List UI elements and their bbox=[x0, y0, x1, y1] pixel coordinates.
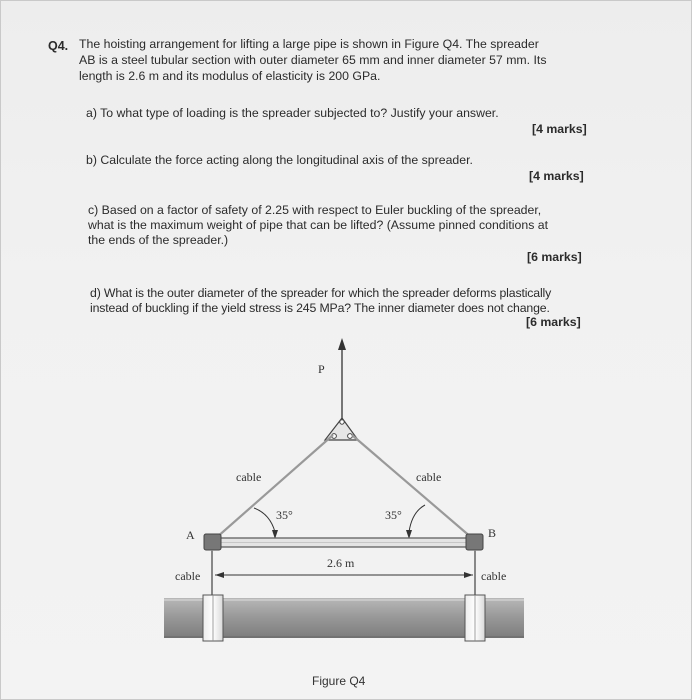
part-c-marks: [6 marks] bbox=[527, 250, 582, 264]
clamp-right bbox=[465, 595, 485, 641]
part-d-text: d) What is the outer diameter of the spreader for which the spreader deforms plastically instead of buckling if the yield stress is 245 MPa? The inner diameter does not change. bbox=[90, 286, 552, 315]
part-b-marks: [4 marks] bbox=[529, 169, 584, 183]
part-b-text: b) Calculate the force acting along the longitudinal axis of the spreader. bbox=[86, 153, 473, 167]
load-arrow-p bbox=[338, 338, 346, 420]
label-a: A bbox=[186, 528, 195, 542]
question-number: Q4. bbox=[48, 39, 69, 53]
label-length: 2.6 m bbox=[327, 556, 355, 570]
part-c-text: c) Based on a factor of safety of 2.25 with respect to Euler buckling of the spreader, what is the maximum weight of pipe that can be lifted? (Assume pinned conditions at the ends of the spreader.) bbox=[88, 203, 549, 247]
angle-mark-left bbox=[254, 508, 278, 539]
intro-line: length is 2.6 m and its modulus of elasticity is 200 GPa. bbox=[79, 69, 381, 83]
end-block-b bbox=[466, 534, 483, 550]
figure-caption: Figure Q4 bbox=[312, 674, 366, 688]
clamp-left bbox=[203, 595, 223, 641]
part-a-text: a) To what type of loading is the spreader subjected to? Justify your answer. bbox=[86, 106, 499, 120]
dimension-line bbox=[215, 572, 473, 578]
label-p: P bbox=[318, 362, 325, 376]
upper-cable-left bbox=[216, 435, 333, 538]
spreader-ab bbox=[220, 538, 468, 547]
label-angle-right: 35° bbox=[385, 508, 402, 522]
end-block-a bbox=[204, 534, 221, 550]
part-a-marks: [4 marks] bbox=[532, 122, 587, 136]
upper-cable-right bbox=[352, 435, 472, 538]
angle-mark-right bbox=[406, 505, 425, 539]
intro-line: AB is a steel tubular section with outer diameter 65 mm and inner diameter 57 mm. Its bbox=[79, 53, 547, 67]
label-cable-upper-right: cable bbox=[416, 470, 442, 484]
label-cable-lower-right: cable bbox=[481, 569, 507, 583]
part-d-marks: [6 marks] bbox=[526, 315, 581, 329]
intro-line: The hoisting arrangement for lifting a large pipe is shown in Figure Q4. The spreader bbox=[79, 37, 539, 51]
label-cable-upper-left: cable bbox=[236, 470, 262, 484]
label-b: B bbox=[488, 526, 497, 540]
label-angle-left: 35° bbox=[276, 508, 293, 522]
label-cable-lower-left: cable bbox=[175, 569, 201, 583]
